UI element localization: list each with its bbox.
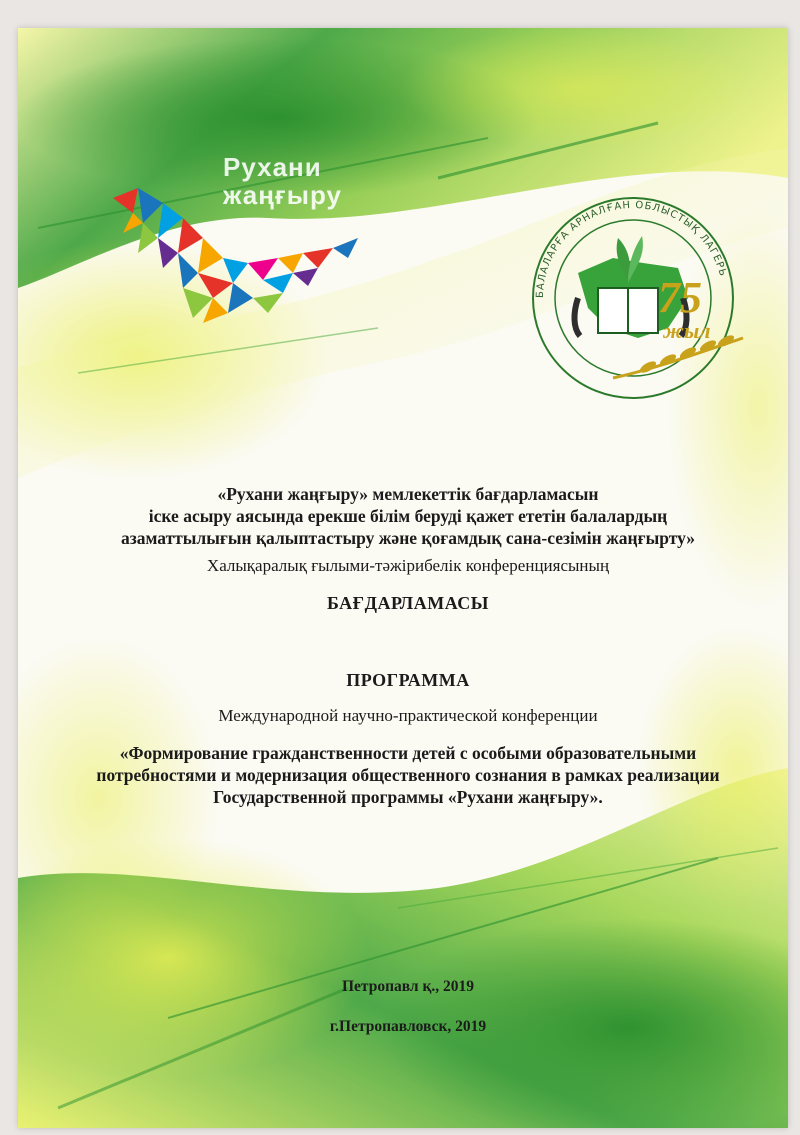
emblem-ring-text: БАЛАЛАРҒА АРНАЛҒАН ОБЛЫСТЫҚ ЛАГЕРЬ	[534, 199, 729, 299]
jubilee-word: жыл	[663, 318, 711, 343]
russian-title-line-2: потребностями и модернизация общественного сознания в рамках реализации	[96, 765, 720, 785]
place-date-kazakh: Петропавл қ., 2019	[341, 978, 475, 995]
place-date-russian: г.Петропавловск, 2019	[329, 1018, 487, 1035]
document-content	[18, 28, 788, 1128]
russian-title	[58, 742, 758, 808]
russian-title-line-3: Государственной программы «Рухани жаңғыру».	[213, 787, 603, 807]
jubilee-number: 75	[658, 273, 702, 322]
kazakh-title-line-2: іске асыру аясында ерекше білім беруді қажет ететін балалардың	[148, 506, 668, 526]
kazakh-subtitle: Халықаралық ғылыми-тәжірибелік конференциясының	[206, 556, 610, 575]
kazakh-title	[58, 483, 758, 549]
wordmark-line-2: жаңғыру	[223, 180, 342, 210]
wordmark-line-1: Рухани	[223, 152, 322, 182]
russian-subtitle: Международной научно-практической конференции	[218, 706, 598, 725]
kazakh-title-line-1: «Рухани жаңғыру» мемлекеттік бағдарламасын	[217, 484, 599, 504]
russian-title-line-1: «Формирование гражданственности детей с особыми образовательными	[119, 743, 697, 763]
kazakh-title-line-3: азаматтылығын қалыптастыру және қоғамдық сана-сезімін жаңғырту»	[120, 528, 696, 548]
document-page	[18, 28, 788, 1128]
russian-program-heading: ПРОГРАММА	[346, 670, 470, 690]
kazakh-program-heading: БАҒДАРЛАМАСЫ	[327, 593, 489, 613]
